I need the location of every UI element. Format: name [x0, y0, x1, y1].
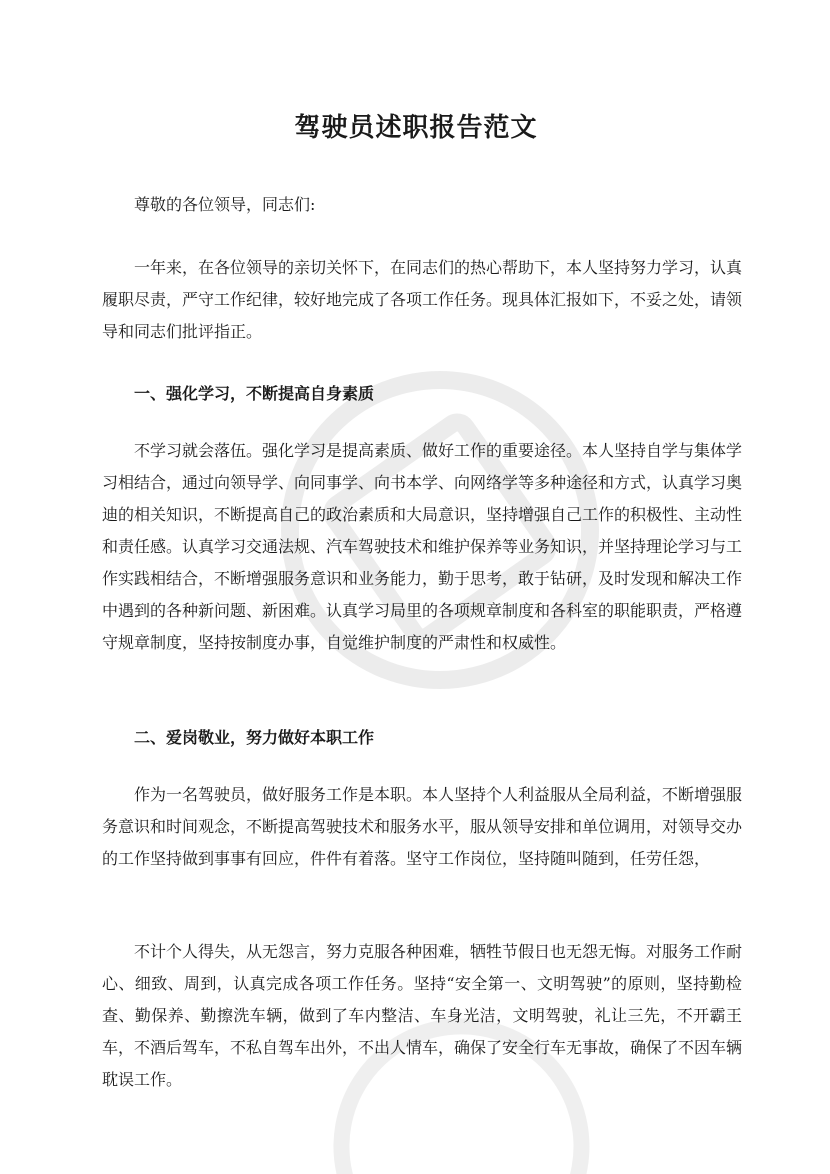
- section-heading-2: 二、爱岗敬业，努力做好本职工作: [134, 728, 375, 747]
- salutation: 尊敬的各位领导，同志们:: [134, 195, 316, 214]
- section-heading-1: 一、强化学习，不断提高自身素质: [134, 384, 375, 403]
- intro-paragraph: 一年来，在各位领导的亲切关怀下，在同志们的热心帮助下，本人坚持努力学习，认真履职尽责，严守工作纪律，较好地完成了各项工作任务。现具体汇报如下，不妥之处，请领导和同志们批评指正。: [102, 258, 743, 341]
- section-2-paragraph-1: 作为一名驾驶员，做好服务工作是本职。本人坚持个人利益服从全局利益，不断增强服务意识和时间观念，不断提高驾驶技术和服务水平，服从领导安排和单位调用，对领导交办的工作坚持做到事事有回应，件件有着落。坚守工作岗位，坚持随叫随到，任劳任怨，: [102, 785, 743, 868]
- section-2-paragraph-2: 不计个人得失，从无怨言，努力克服各种困难，牺牲节假日也无怨无悔。对服务工作耐心、细致、周到，认真完成各项工作任务。坚持“安全第一、文明驾驶”的原则，坚持勤检查、勤保养、勤擦洗车辆，做到了车内整洁、车身光洁，文明驾驶，礼让三先，不开霸王车，不酒后驾车，不私自驾车出外，不出人情车，确保了安全行车无事故，确保了不因车辆耽误工作。: [102, 942, 743, 1089]
- section-1-paragraph: 不学习就会落伍。强化学习是提高素质、做好工作的重要途径。本人坚持自学与集体学习相结合，通过向领导学、向同事学、向书本学、向网络学等多种途径和方式，认真学习奥迪的相关知识，不断提高自己的政治素质和大局意识，坚持增强自己工作的积极性、主动性和责任感。认真学习交通法规、汽车驾驶技术和维护保养等业务知识，并坚持理论学习与工作实践相结合，不断增强服务意识和业务能力，勤于思考，敢于钻研，及时发现和解决工作中遇到的各种新问题、新困难。认真学习局里的各项规章制度和各科室的职能职责，严格遵守规章制度，坚持按制度办事，自觉维护制度的严肃性和权威性。: [102, 441, 743, 652]
- document-title: 驾驶员述职报告范文: [294, 113, 538, 143]
